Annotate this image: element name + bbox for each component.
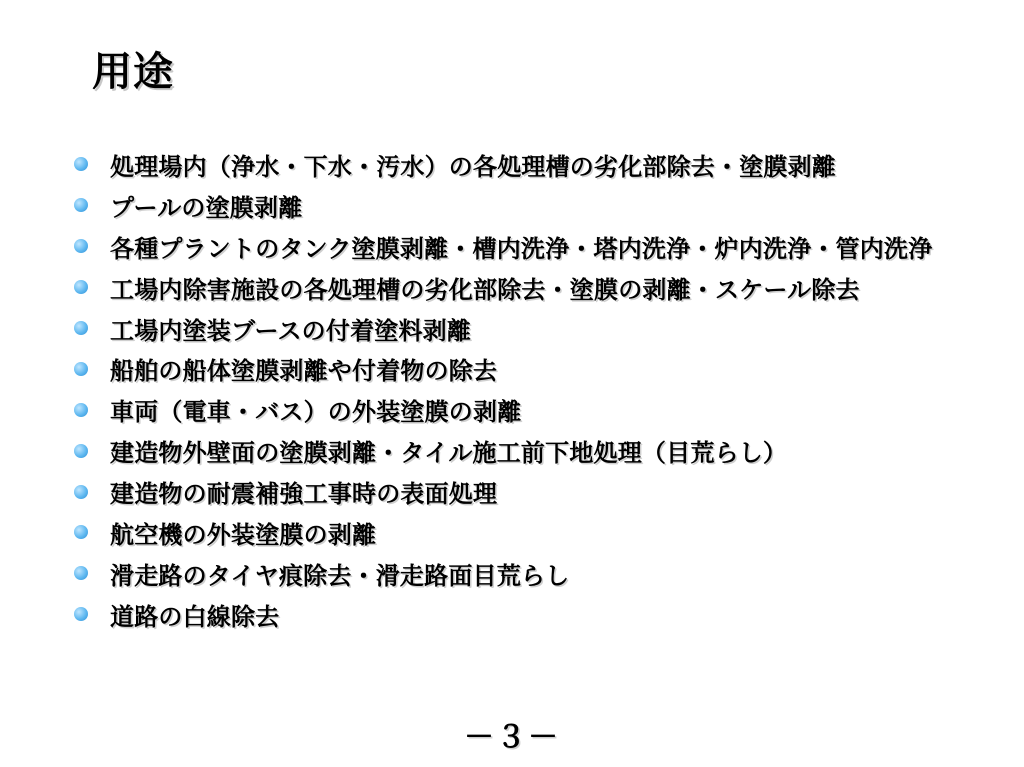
bullet-icon bbox=[74, 321, 88, 335]
list-item bbox=[74, 594, 932, 635]
list-item-text: 車両（電車・バス）の外装塗膜の剥離 bbox=[110, 398, 522, 427]
list-item bbox=[74, 430, 932, 471]
list-item bbox=[74, 553, 932, 594]
list-item bbox=[74, 348, 932, 389]
list-item-text: 道路の白線除去 bbox=[110, 602, 280, 631]
list-item-text: 工場内塗装ブースの付着塗料剥離 bbox=[110, 316, 472, 345]
list-item bbox=[74, 226, 932, 267]
list-item bbox=[74, 185, 932, 226]
list-item-text: 工場内除害施設の各処理槽の劣化部除去・塗膜の剥離・スケール除去 bbox=[110, 275, 860, 304]
usage-list bbox=[74, 144, 932, 635]
bullet-icon bbox=[74, 566, 88, 580]
bullet-icon bbox=[74, 362, 88, 376]
list-item-text: 船舶の船体塗膜剥離や付着物の除去 bbox=[110, 357, 498, 386]
bullet-icon bbox=[74, 403, 88, 417]
list-item bbox=[74, 389, 932, 430]
bullet-icon bbox=[74, 444, 88, 458]
list-item-text: 各種プラントのタンク塗膜剥離・槽内洗浄・塔内洗浄・炉内洗浄・管内洗浄 bbox=[110, 234, 933, 263]
bullet-icon bbox=[74, 239, 88, 253]
list-item bbox=[74, 308, 932, 349]
page-number: －３－ bbox=[464, 720, 560, 755]
list-item-text: 建造物の耐震補強工事時の表面処理 bbox=[110, 480, 498, 509]
bullet-icon bbox=[74, 280, 88, 294]
slide-title: 用途 bbox=[92, 49, 174, 95]
bullet-icon bbox=[74, 607, 88, 621]
list-item-text: 航空機の外装塗膜の剥離 bbox=[110, 520, 377, 549]
bullet-icon bbox=[74, 157, 88, 171]
list-item-text: 建造物外壁面の塗膜剥離・タイル施工前下地処理（目荒らし） bbox=[110, 439, 788, 468]
list-item bbox=[74, 512, 932, 553]
bullet-icon bbox=[74, 525, 88, 539]
list-item-text: 処理場内（浄水・下水・汚水）の各処理槽の劣化部除去・塗膜剥離 bbox=[110, 152, 836, 181]
list-item-text: 滑走路のタイヤ痕除去・滑走路面目荒らし bbox=[110, 561, 570, 590]
bullet-icon bbox=[74, 485, 88, 499]
list-item bbox=[74, 471, 932, 512]
bullet-icon bbox=[74, 198, 88, 212]
list-item bbox=[74, 267, 932, 308]
list-item bbox=[74, 144, 932, 185]
list-item-text: プールの塗膜剥離 bbox=[110, 193, 303, 222]
